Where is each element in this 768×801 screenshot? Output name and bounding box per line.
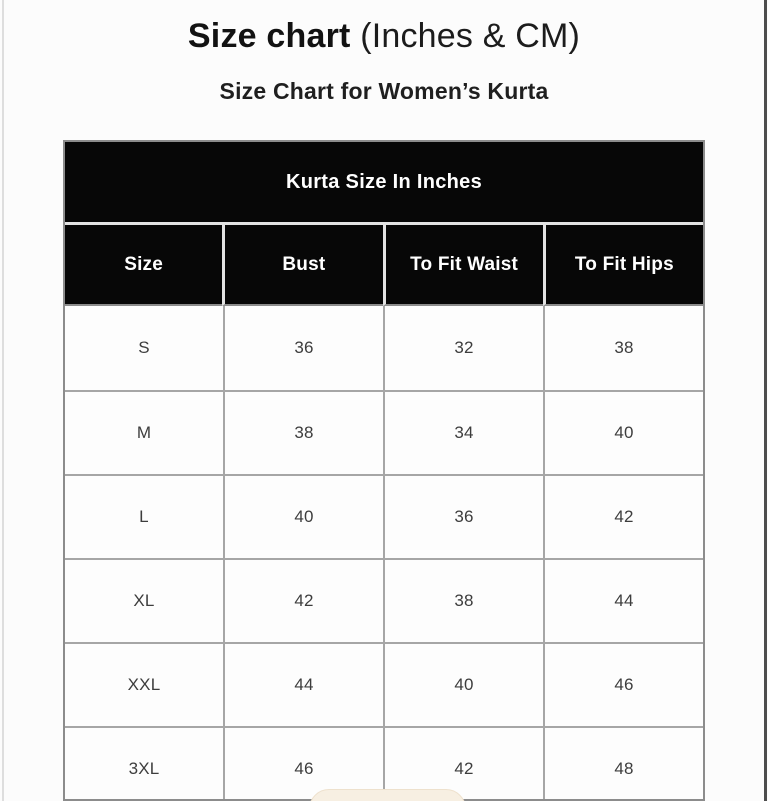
waist-cell: 42 xyxy=(383,728,543,801)
hips-cell: 46 xyxy=(543,644,703,726)
column-header-bust: Bust xyxy=(222,225,382,306)
waist-cell: 40 xyxy=(383,644,543,726)
waist-cell: 36 xyxy=(383,476,543,558)
bust-cell: 46 xyxy=(223,728,383,801)
size-cell: L xyxy=(139,507,149,526)
page-subtitle: Size Chart for Women’s Kurta xyxy=(219,78,549,104)
waist-cell: 32 xyxy=(383,306,543,390)
hips-cell: 40 xyxy=(543,392,703,474)
left-edge-line xyxy=(2,0,4,801)
page-title-bold: Size chart xyxy=(187,17,351,55)
bust-cell: 44 xyxy=(223,644,383,726)
waist-cell: 34 xyxy=(383,392,543,474)
size-cell: XL xyxy=(133,591,155,610)
page-title xyxy=(0,12,768,60)
size-table xyxy=(63,140,705,801)
size-cell: M xyxy=(136,423,152,442)
bust-cell: 42 xyxy=(223,560,383,642)
table-row xyxy=(65,390,703,474)
size-cell: S xyxy=(138,338,150,357)
table-row xyxy=(65,558,703,642)
size-cell: 3XL xyxy=(128,759,160,778)
bust-cell: 38 xyxy=(223,392,383,474)
hips-cell: 42 xyxy=(543,476,703,558)
right-edge-line xyxy=(764,0,767,801)
hips-cell: 38 xyxy=(543,306,703,390)
size-cell: XXL xyxy=(127,675,161,694)
table-row xyxy=(65,306,703,390)
bottom-pill-overlay xyxy=(309,789,466,801)
table-row xyxy=(65,474,703,558)
hips-cell: 48 xyxy=(543,728,703,801)
hips-cell: 44 xyxy=(543,560,703,642)
table-row xyxy=(65,642,703,726)
column-header-size: Size xyxy=(65,225,222,306)
waist-cell: 38 xyxy=(383,560,543,642)
column-header-hips: To Fit Hips xyxy=(543,225,703,306)
bust-cell: 40 xyxy=(223,476,383,558)
table-header-row xyxy=(65,225,703,306)
table-caption-band: Kurta Size In Inches xyxy=(65,142,703,225)
column-header-waist: To Fit Waist xyxy=(383,225,543,306)
bust-cell: 36 xyxy=(223,306,383,390)
page-title-rest: (Inches & CM) xyxy=(350,17,581,55)
